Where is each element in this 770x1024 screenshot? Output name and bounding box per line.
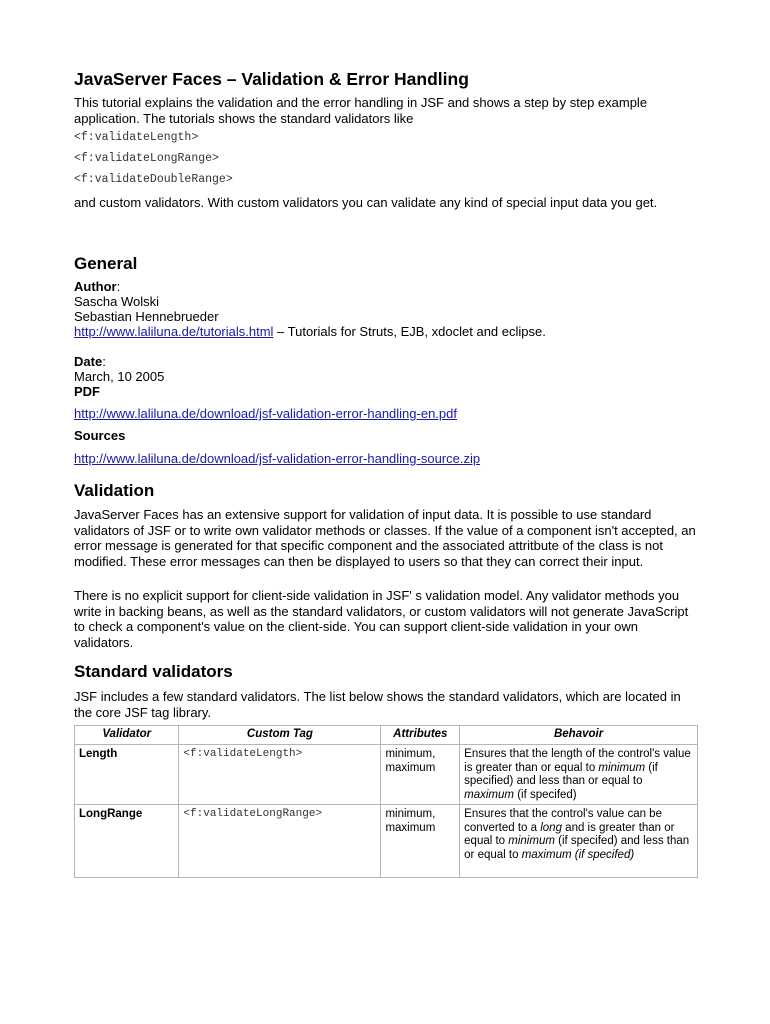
author-label: Author <box>74 279 117 294</box>
custom-tag: <f:validateLength> <box>179 745 381 805</box>
pdf-label: PDF <box>74 384 100 399</box>
standard-validators-paragraph: JSF includes a few standard validators. The list below shows the standard validators, which are located in the core JSF tag library. <box>74 689 681 720</box>
general-heading: General <box>74 254 138 273</box>
intro-outro-paragraph: and custom validators. With custom validators you can validate any kind of special input data you get. <box>74 195 658 210</box>
code-validate-double-range: <f:validateDoubleRange> <box>74 173 233 186</box>
attributes: minimum, maximum <box>381 745 460 805</box>
tutorials-link[interactable]: http://www.laliluna.de/tutorials.html <box>74 324 274 339</box>
standard-validators-table <box>74 725 698 878</box>
validation-paragraph-2: There is no explicit support for client-side validation in JSF' s validation model. Any validator methods you write in backing beans, as well as the standard validators, or custom validators will not generate JavaScript to check a component's value on the client-side. You can support client-side validation in your own validators. <box>74 588 689 650</box>
header-behavior: Behavoir <box>460 726 698 745</box>
behavior-description: Ensures that the control's value can be converted to a long and is greater than or equal to minimum (if specifed) and less than or equal to maximum (if specifed) <box>460 805 698 878</box>
date-value: March, 10 2005 <box>74 369 165 384</box>
sources-label: Sources <box>74 428 126 443</box>
validator-name: Length <box>75 745 179 805</box>
date-colon: : <box>102 354 106 369</box>
code-validate-long-range: <f:validateLongRange> <box>74 152 219 165</box>
header-attributes: Attributes <box>381 726 460 745</box>
validator-name: LongRange <box>75 805 179 878</box>
header-validator: Validator <box>75 726 179 745</box>
pdf-line <box>74 406 457 422</box>
sources-line <box>74 451 480 467</box>
table-row <box>75 745 698 805</box>
pdf-link[interactable]: http://www.laliluna.de/download/jsf-validation-error-handling-en.pdf <box>74 406 457 421</box>
tutorials-description: – Tutorials for Struts, EJB, xdoclet and eclipse. <box>273 324 546 339</box>
table-header-row <box>75 726 698 745</box>
validation-paragraph-1: JavaServer Faces has an extensive support for validation of input data. It is possible to use standard validators of JSF or to write own validator methods or classes. If the value of a component isn't accepted, an error message is generated for that specific component and the associated attritbute of the class is not modified. These error messages can then be displayed to users so that they can correct their input. <box>74 507 696 569</box>
date-label: Date <box>74 354 103 369</box>
standard-validators-heading: Standard validators <box>74 662 233 681</box>
custom-tag: <f:validateLongRange> <box>179 805 381 878</box>
author-name: Sascha Wolski <box>74 294 160 309</box>
table-row <box>75 805 698 878</box>
intro-paragraph: This tutorial explains the validation and the error handling in JSF and shows a step by step example application. The tutorials shows the standard validators like <box>74 95 648 126</box>
tutorials-line <box>74 324 546 340</box>
sources-link[interactable]: http://www.laliluna.de/download/jsf-validation-error-handling-source.zip <box>74 451 481 466</box>
author-name: Sebastian Hennebrueder <box>74 309 219 324</box>
author-label-line <box>74 279 120 295</box>
behavior-description: Ensures that the length of the control's value is greater than or equal to minimum (if specified) and less than or equal to maximum (if specifed) <box>460 745 698 805</box>
validation-heading: Validation <box>74 481 155 500</box>
page-title: JavaServer Faces – Validation & Error Handling <box>74 69 469 89</box>
attributes: minimum, maximum <box>381 805 460 878</box>
date-label-line <box>74 354 106 370</box>
header-custom-tag: Custom Tag <box>179 726 381 745</box>
code-validate-length: <f:validateLength> <box>74 131 199 144</box>
author-colon: : <box>116 279 121 294</box>
